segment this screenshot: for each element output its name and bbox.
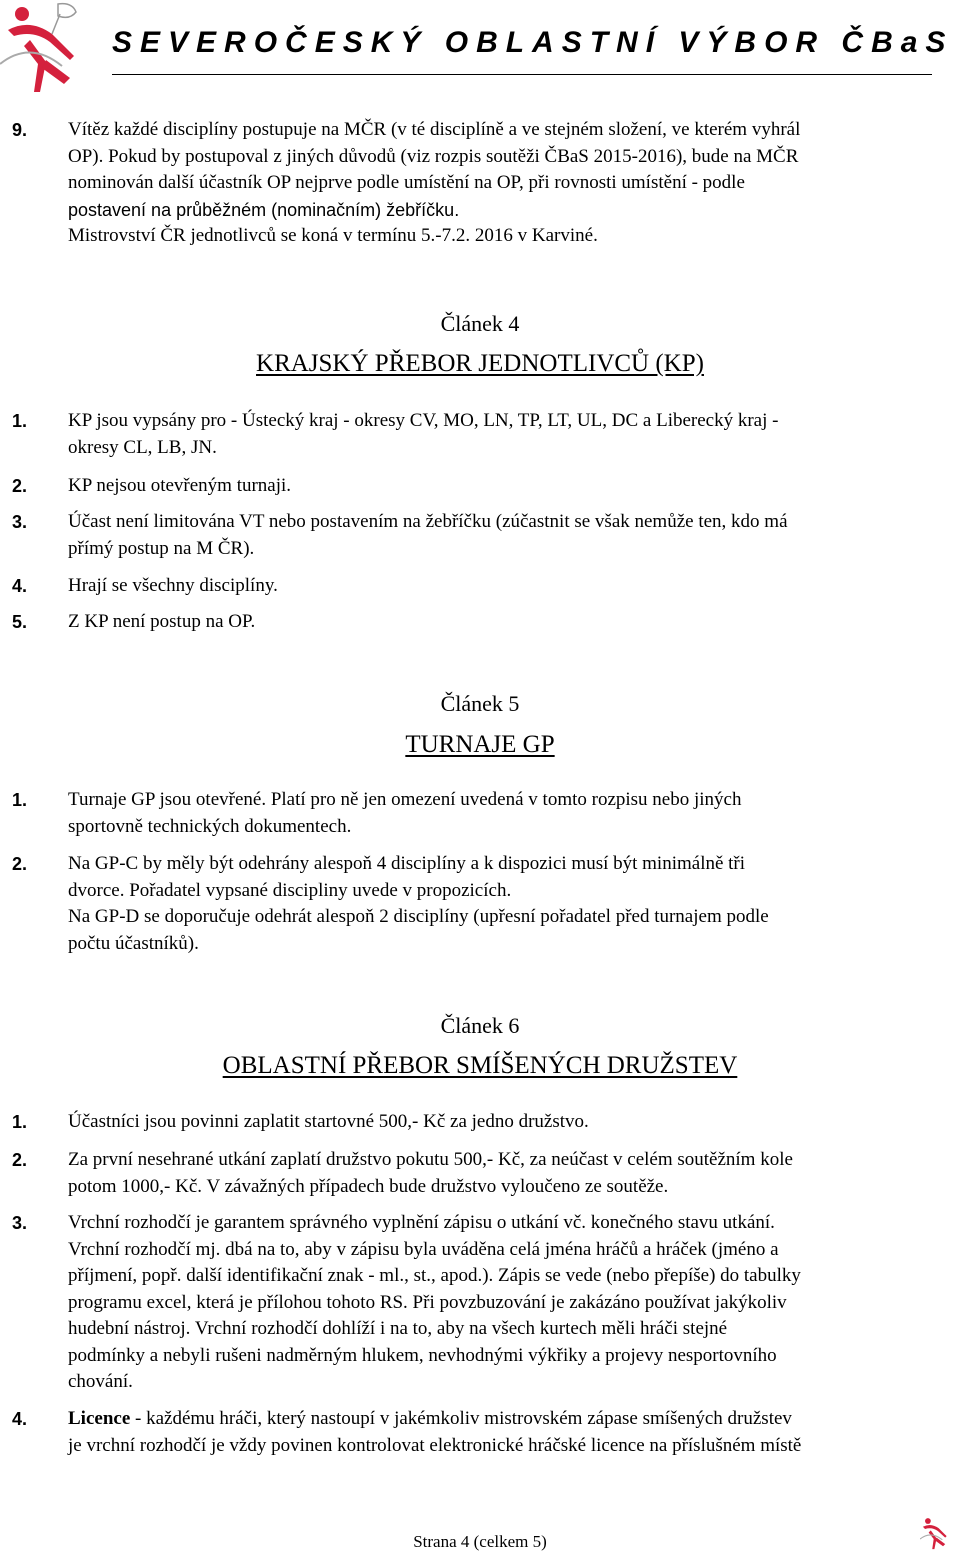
list-item-text: [68, 1109, 955, 1136]
article-4-heading: Článek 4: [440, 311, 520, 336]
text-line: hudební nástroj. Vrchní rozhodčí dohlíží i na to, aby na všech kurtech měli hráči stejné: [68, 1318, 728, 1339]
list-item-text: [68, 473, 955, 500]
article-5-title: TURNAJE GP: [405, 731, 555, 758]
list-item-text: [68, 1406, 955, 1459]
text-line: okresy CL, LB, JN.: [68, 436, 217, 458]
text-line: počtu účastníků).: [68, 932, 199, 954]
text-line: Účastníci jsou povinni zaplatit startovné 500,- Kč za jedno družstvo.: [68, 1111, 589, 1132]
text-line: Vrchní rozhodčí je garantem správného vyplnění zápisu o utkání vč. konečného stavu utkání.: [68, 1212, 775, 1233]
list-item-text: [68, 787, 955, 840]
header-rule: [112, 74, 932, 75]
text-line: [68, 1406, 955, 1433]
badminton-player-logo-small-icon: [920, 1516, 956, 1552]
text-line: OP). Pokud by postupoval z jiných důvodů (viz rozpis soutěži ČBaS 2015-2016), bude na MČR: [68, 145, 799, 167]
text-line: Z KP není postup na OP.: [68, 611, 256, 632]
list-item-number: 4.: [12, 1409, 28, 1429]
text-line: KP jsou vypsány pro - Ústecký kraj - okresy CV, MO, LN, TP, LT, UL, DC a Liberecký kraj -: [68, 410, 779, 431]
text-line: Turnaje GP jsou otevřené. Platí pro ně jen omezení uvedená v tomto rozpisu nebo jiných: [68, 789, 742, 810]
article-6-title: OBLASTNÍ PŘEBOR SMÍŠENÝCH DRUŽSTEV: [222, 1052, 738, 1079]
text-line: Účast není limitována VT nebo postavením na žebříčku (zúčastnit se však nemůže ten, kdo má: [68, 511, 788, 532]
text-line: sportovně technických dokumentech.: [68, 815, 352, 837]
text-line: nominován další účastník OP nejprve podle umístění na OP, při rovnosti umístění - podle: [68, 172, 745, 193]
list-item-text: [68, 1147, 955, 1200]
list-item-text: [68, 408, 955, 461]
text-line: programu excel, která je přílohou tohoto RS. Při povzbuzování je zakázáno používat jakýkoliv: [68, 1291, 787, 1313]
text-line: postavení na průběžném (nominačním) žebříčku.: [68, 199, 460, 220]
text-line: Na GP-D se doporučuje odehrát alespoň 2 disciplíny (upřesní pořadatel před turnajem podle: [68, 906, 769, 927]
text-line: Za první nesehrané utkání zaplatí družstvo pokutu 500,- Kč, za neúčast v celém soutěžním kole: [68, 1149, 793, 1170]
list-item-text: [68, 573, 955, 600]
text-line: Na GP-C by měly být odehrány alespoň 4 disciplíny a k dispozici musí být minimálně tři: [68, 853, 746, 874]
text-line: Hrají se všechny disciplíny.: [68, 575, 278, 596]
list-item-number: 3.: [12, 512, 28, 532]
text-line: chování.: [68, 1371, 133, 1392]
list-item-number: 2.: [12, 476, 28, 496]
text-line: je vrchní rozhodčí je vždy povinen kontrolovat elektronické hráčské licence na příslušném místě: [68, 1434, 802, 1456]
text-line: příjmení, popř. další identifikační znak - ml., st., apod.). Zápis se vede (nebo přepíše) do tabulky: [68, 1265, 801, 1286]
text-line: KP nejsou otevřeným turnaji.: [68, 475, 292, 496]
list-item-text: [68, 509, 955, 562]
list-item-text: [68, 851, 955, 957]
list-item-number: 5.: [12, 612, 28, 632]
list-item-number: 1.: [12, 411, 28, 431]
list-item-number: 4.: [12, 576, 28, 596]
text-line: dvorce. Pořadatel vypsané discipliny uvede v propozicích.: [68, 879, 512, 901]
badminton-player-logo-icon: [0, 0, 100, 100]
text-line: Vítěz každé disciplíny postupuje na MČR (v té disciplíně a ve stejném složení, ve kterém vyhrál: [68, 119, 801, 140]
header-title: SEVEROČESKÝ OBLASTNÍ VÝBOR ČBaS: [112, 26, 954, 59]
article-6-heading: Článek 6: [440, 1013, 520, 1038]
list-item-text: [68, 609, 955, 636]
list-item-number: 2.: [12, 854, 28, 874]
page-number: Strana 4 (celkem 5): [413, 1532, 547, 1551]
list-item-text: [68, 1210, 955, 1396]
list-item-number: 1.: [12, 1112, 28, 1132]
text-line: podmínky a nebyli rušeni nadměrným hlukem, nevhodnými výkřiky a projevy nesportovního: [68, 1344, 777, 1366]
list-item-number: 2.: [12, 1150, 28, 1170]
article-4-title: KRAJSKÝ PŘEBOR JEDNOTLIVCŮ (KP): [256, 350, 704, 377]
list-item-text: [68, 117, 955, 250]
text-line: Mistrovství ČR jednotlivců se koná v termínu 5.-7.2. 2016 v Karviné.: [68, 225, 598, 246]
text-line: potom 1000,- Kč. V závažných případech bude družstvo vyloučeno ze soutěže.: [68, 1175, 669, 1197]
licence-text: - každému hráči, který nastoupí v jakémkoliv mistrovském zápase smíšených družstev: [130, 1408, 792, 1429]
list-item-number: 9.: [12, 120, 28, 140]
text-line: Vrchní rozhodčí mj. dbá na to, aby v zápisu byla uváděna celá jména hráčů a hráček (jméno a: [68, 1238, 779, 1260]
page-header: [0, 0, 960, 110]
licence-label: Licence: [68, 1408, 131, 1429]
list-item-number: 3.: [12, 1213, 28, 1233]
list-item-number: 1.: [12, 790, 28, 810]
article-5-heading: Článek 5: [440, 691, 520, 716]
text-line: přímý postup na M ČR).: [68, 537, 255, 559]
